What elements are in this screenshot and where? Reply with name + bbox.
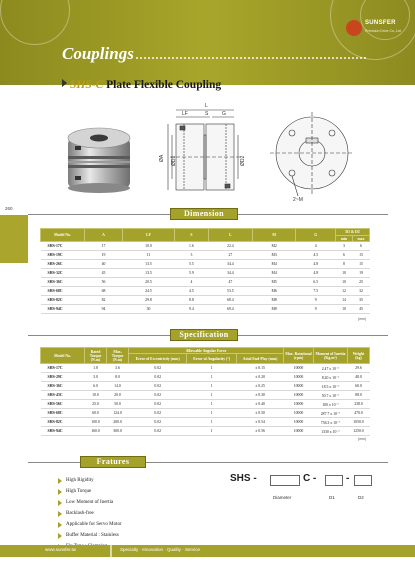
table-row	[41, 242, 370, 251]
end-view-drawing	[262, 108, 362, 203]
table-cell: 10	[336, 305, 353, 314]
table-cell: 68	[85, 287, 123, 296]
dim-label-g: G	[222, 111, 226, 117]
page-number: 260	[5, 206, 13, 211]
table-cell: 53.5	[208, 287, 252, 296]
features-heading: Fratures	[80, 456, 146, 468]
table-cell: 17	[85, 242, 123, 251]
table-cell: 200.0	[107, 418, 129, 427]
table-cell: 22.4	[208, 242, 252, 251]
feature-item	[58, 486, 122, 497]
footer-slogan: Specialty · Innovation · Quality · Service	[120, 547, 201, 552]
side-view-drawing	[150, 100, 250, 200]
model-cell: SHS-82C	[41, 296, 85, 305]
table-cell: 100 x 10⁻⁷	[314, 400, 348, 409]
order-code-dash: -	[346, 473, 350, 484]
dimension-unit: (mm)	[358, 317, 367, 321]
table-cell: 8.20 x 10⁻⁷	[314, 373, 348, 382]
order-code-label-diameter: Diameter	[273, 495, 292, 500]
company-logo	[346, 18, 406, 40]
bullet-arrow-icon	[58, 522, 62, 528]
table-cell: 0.02	[129, 391, 187, 400]
table-cell: 11	[123, 251, 175, 260]
model-cell: SHS-94C	[41, 427, 85, 436]
model-cell: SHS-36C	[41, 278, 85, 287]
table-cell: 1	[187, 400, 237, 409]
table-cell: 10.0	[123, 242, 175, 251]
model-cell: SHS-17C	[41, 242, 85, 251]
bullet-arrow-icon	[58, 489, 62, 495]
table-row	[41, 251, 370, 260]
table-cell: 47	[208, 278, 252, 287]
table-cell: 1.8	[85, 364, 107, 373]
table-cell: ± 0.20	[237, 373, 284, 382]
table-row	[41, 260, 370, 269]
table-cell: 60.0	[85, 409, 107, 418]
dim-col-header: D1 & D2	[336, 229, 370, 236]
table-cell: 10000	[284, 391, 314, 400]
feature-label: Low Moment of Inertia	[66, 500, 114, 505]
table-cell: 6	[353, 242, 370, 251]
dim-label-s: S	[205, 111, 209, 117]
table-cell: 30	[123, 305, 175, 314]
table-cell: 60.0	[348, 382, 370, 391]
order-code-d2-box[interactable]	[354, 475, 372, 486]
category-title: Couplings	[62, 44, 134, 63]
table-cell: 32	[353, 287, 370, 296]
table-cell: 10000	[284, 382, 314, 391]
table-cell: 2.47 x 10⁻⁷	[314, 364, 348, 373]
logo-tagline: Precision Drive Co.,Ltd	[365, 29, 401, 33]
table-cell: 12	[336, 287, 353, 296]
table-cell: 45	[85, 269, 123, 278]
table-cell: 9	[296, 305, 336, 314]
logo-mark-icon	[346, 20, 362, 36]
table-cell: 50.7 x 10⁻⁷	[314, 391, 348, 400]
table-cell: M4	[252, 269, 296, 278]
feature-label: Applicable for Servo Motor	[66, 522, 122, 527]
dim-label-l: L	[205, 103, 208, 109]
order-code-prefix: SHS -	[230, 473, 257, 484]
order-code-label-d1: D1	[329, 495, 335, 500]
bullet-arrow-icon	[58, 511, 62, 517]
table-cell: 94	[85, 305, 123, 314]
table-cell: 40	[85, 260, 123, 269]
table-cell: 4.5	[296, 251, 336, 260]
specification-heading: Specification	[170, 329, 238, 341]
table-cell: 8	[336, 260, 353, 269]
table-cell: 3.0	[85, 373, 107, 382]
table-row	[41, 373, 370, 382]
logo-name: SUNSFER	[365, 20, 396, 26]
table-cell: 3.6	[107, 364, 129, 373]
table-cell: 56	[85, 278, 123, 287]
product-title	[62, 79, 221, 91]
table-row	[41, 427, 370, 436]
table-cell: 13.5	[123, 269, 175, 278]
spec-col-header: Rated Torque (N.m)	[85, 348, 107, 364]
dim-subcol-min: min	[336, 236, 353, 242]
table-cell: 14	[336, 296, 353, 305]
spec-col-header: Axial End-Play (mm)	[237, 354, 284, 364]
table-cell: 300.0	[107, 427, 129, 436]
footer-url[interactable]: www.sunsfer.tw	[45, 547, 77, 552]
table-cell: 34.4	[208, 260, 252, 269]
table-row	[41, 409, 370, 418]
table-cell: 1	[187, 391, 237, 400]
table-cell: 6.0	[85, 382, 107, 391]
dim-col-header: S	[174, 229, 208, 242]
table-cell: 25	[353, 278, 370, 287]
spec-col-header: Max. Rotational (rpm)	[284, 348, 314, 364]
dim-subcol-max: max	[353, 236, 370, 242]
table-cell: 29.8	[123, 296, 175, 305]
header-band	[0, 0, 415, 85]
table-cell: M6	[252, 287, 296, 296]
table-row	[41, 305, 370, 314]
table-cell: 6.5	[296, 278, 336, 287]
model-cell: SHS-32C	[41, 269, 85, 278]
model-cell: SHS-68C	[41, 409, 85, 418]
dimension-heading: Dimension	[170, 208, 238, 220]
table-cell: 9	[296, 296, 336, 305]
dim-label-a: ØA	[159, 154, 165, 162]
dim-col-header: L	[208, 229, 252, 242]
dim-col-header: M	[252, 229, 296, 242]
feature-item	[58, 475, 122, 486]
side-tab	[0, 215, 28, 263]
table-cell: 4	[296, 242, 336, 251]
table-row	[41, 287, 370, 296]
table-cell: 0.02	[129, 418, 187, 427]
table-cell: 287.7 x 10⁻⁷	[314, 409, 348, 418]
table-cell: ± 0.15	[237, 364, 284, 373]
table-cell: 5.5	[174, 260, 208, 269]
table-cell: 24.5	[123, 287, 175, 296]
product-code: SHS-C	[70, 79, 104, 91]
table-cell: 10000	[284, 364, 314, 373]
table-cell: 10	[336, 269, 353, 278]
feature-item	[58, 530, 122, 541]
table-cell: 0.02	[129, 409, 187, 418]
spec-col-header: Weight (kg)	[348, 348, 370, 364]
spec-col-header: Model No.	[41, 348, 85, 364]
feature-item	[58, 508, 122, 519]
dim-label-lf: LF	[182, 111, 188, 117]
feature-item	[58, 497, 122, 508]
spec-col-header: Error of Angularity (°)	[187, 354, 237, 364]
table-cell: 6	[336, 251, 353, 260]
spec-col-header: Max. Torque (N.m)	[107, 348, 129, 364]
table-cell: 4.8	[296, 269, 336, 278]
table-cell: 0.02	[129, 400, 187, 409]
table-cell: 27	[208, 251, 252, 260]
table-cell: 10000	[284, 427, 314, 436]
feature-label: Backlash-free	[66, 511, 94, 516]
product-photo	[60, 118, 138, 196]
table-cell: M8	[252, 296, 296, 305]
table-cell: 1	[187, 364, 237, 373]
table-cell: 736.3 x 10⁻⁷	[314, 418, 348, 427]
table-cell: 10000	[284, 409, 314, 418]
table-cell: 14.0	[107, 382, 129, 391]
dim-col-header: LF	[123, 229, 175, 242]
dim-col-header: G	[296, 229, 336, 242]
decorative-gear-icon	[0, 0, 70, 45]
model-cell: SHS-82C	[41, 418, 85, 427]
dim-col-header: Model No.	[41, 229, 85, 242]
table-cell: 68.4	[208, 296, 252, 305]
table-cell: 13.5	[123, 260, 175, 269]
table-cell: 18.5 x 10⁻⁷	[314, 382, 348, 391]
table-row	[41, 391, 370, 400]
table-cell: 0.02	[129, 382, 187, 391]
table-cell: 5.9	[174, 269, 208, 278]
table-row	[41, 382, 370, 391]
table-cell: 100.0	[85, 418, 107, 427]
table-cell: 88.0	[348, 391, 370, 400]
table-cell: 35	[353, 296, 370, 305]
table-cell: 1	[187, 409, 237, 418]
feature-label: High Rigidity	[66, 478, 94, 483]
table-cell: 10000	[284, 418, 314, 427]
table-cell: 15	[353, 251, 370, 260]
table-row	[41, 364, 370, 373]
table-cell: ± 0.25	[237, 382, 284, 391]
model-cell: SHS-36C	[41, 382, 85, 391]
table-cell: 1	[187, 382, 237, 391]
bullet-arrow-icon	[58, 533, 62, 539]
table-cell: 20.5	[123, 278, 175, 287]
feature-label: Buffer Material : Stainless	[66, 533, 119, 538]
model-cell: SHS-94C	[41, 305, 85, 314]
table-cell: 25.0	[85, 400, 107, 409]
dimension-table	[40, 228, 370, 314]
table-cell: 7.5	[296, 287, 336, 296]
bullet-arrow-icon	[58, 478, 62, 484]
order-code-d1-box[interactable]	[325, 475, 343, 486]
order-code-mid: C -	[303, 473, 317, 484]
table-cell: 0.02	[129, 427, 187, 436]
dim-label-m: 2~M	[293, 197, 303, 203]
table-cell: 1	[187, 427, 237, 436]
table-cell: 82	[85, 296, 123, 305]
table-cell: 1250.0	[348, 427, 370, 436]
order-code-diameter-box[interactable]	[270, 475, 300, 486]
table-cell: 3	[174, 251, 208, 260]
table-cell: 4.8	[296, 260, 336, 269]
title-arrow-icon	[62, 79, 67, 87]
title-dotted-rule	[136, 57, 366, 59]
feature-list	[58, 475, 122, 552]
order-code	[230, 473, 380, 503]
model-cell: SHS-56C	[41, 400, 85, 409]
table-row	[41, 400, 370, 409]
table-cell: 0.02	[129, 364, 187, 373]
table-cell: 1050.0	[348, 418, 370, 427]
table-cell: 4	[174, 278, 208, 287]
feature-label: High Torque	[66, 489, 92, 494]
table-cell: M4	[252, 260, 296, 269]
table-cell: 160.0	[85, 427, 107, 436]
table-cell: 19	[353, 269, 370, 278]
table-cell: ± 0.54	[237, 418, 284, 427]
table-row	[41, 296, 370, 305]
table-cell: 8.8	[174, 296, 208, 305]
spec-col-header: Error of Eccentricity (mm)	[129, 354, 187, 364]
table-cell: M2	[252, 242, 296, 251]
table-cell: ± 0.30	[237, 391, 284, 400]
table-cell: 9.4	[174, 305, 208, 314]
model-cell: SHS-17C	[41, 364, 85, 373]
bullet-arrow-icon	[58, 500, 62, 506]
model-cell: SHS-26C	[41, 260, 85, 269]
table-cell: ± 0.56	[237, 427, 284, 436]
table-cell: 10	[336, 278, 353, 287]
table-cell: 15	[353, 260, 370, 269]
product-name: Plate Flexible Coupling	[106, 79, 222, 91]
table-cell: M5	[252, 278, 296, 287]
table-cell: 8.0	[107, 373, 129, 382]
model-cell: SHS-29C	[41, 373, 85, 382]
spec-group-header: Allowable Angular Error	[129, 348, 284, 354]
table-cell: 124.0	[107, 409, 129, 418]
table-cell: 50.0	[107, 400, 129, 409]
order-code-label-d2: D2	[358, 495, 364, 500]
table-row	[41, 418, 370, 427]
model-cell: SHS-68C	[41, 287, 85, 296]
table-cell: ± 0.50	[237, 409, 284, 418]
table-cell: 48.0	[348, 373, 370, 382]
table-cell: 0.02	[129, 373, 187, 382]
table-cell: 238.0	[348, 400, 370, 409]
table-cell: M8	[252, 305, 296, 314]
spec-col-header: Moment of Inertia (Kg.m²)	[314, 348, 348, 364]
table-cell: ± 0.40	[237, 400, 284, 409]
footer-separator	[110, 545, 112, 557]
table-cell: 20.0	[107, 391, 129, 400]
table-cell: 1330 x 10⁻⁷	[314, 427, 348, 436]
table-cell: 10000	[284, 400, 314, 409]
table-cell: 69.4	[208, 305, 252, 314]
table-cell: 10000	[284, 373, 314, 382]
model-cell: SHS-43C	[41, 391, 85, 400]
model-cell: SHS-19C	[41, 251, 85, 260]
specification-unit: (mm)	[358, 437, 367, 441]
table-cell: 45	[353, 305, 370, 314]
table-cell: 29.6	[348, 364, 370, 373]
table-cell: 34.4	[208, 269, 252, 278]
table-cell: 470.0	[348, 409, 370, 418]
table-cell: 1.6	[174, 242, 208, 251]
table-row	[41, 278, 370, 287]
table-row	[41, 269, 370, 278]
table-cell: 3	[336, 242, 353, 251]
table-cell: M3	[252, 251, 296, 260]
dim-label-d2: ØD2	[240, 155, 246, 166]
table-cell: 10.0	[85, 391, 107, 400]
feature-item	[58, 519, 122, 530]
dim-col-header: A	[85, 229, 123, 242]
table-cell: 1	[187, 418, 237, 427]
specification-table	[40, 347, 370, 436]
dim-label-d1: ØD1	[171, 155, 177, 166]
table-cell: 19	[85, 251, 123, 260]
table-cell: 1	[187, 373, 237, 382]
table-cell: 4.5	[174, 287, 208, 296]
